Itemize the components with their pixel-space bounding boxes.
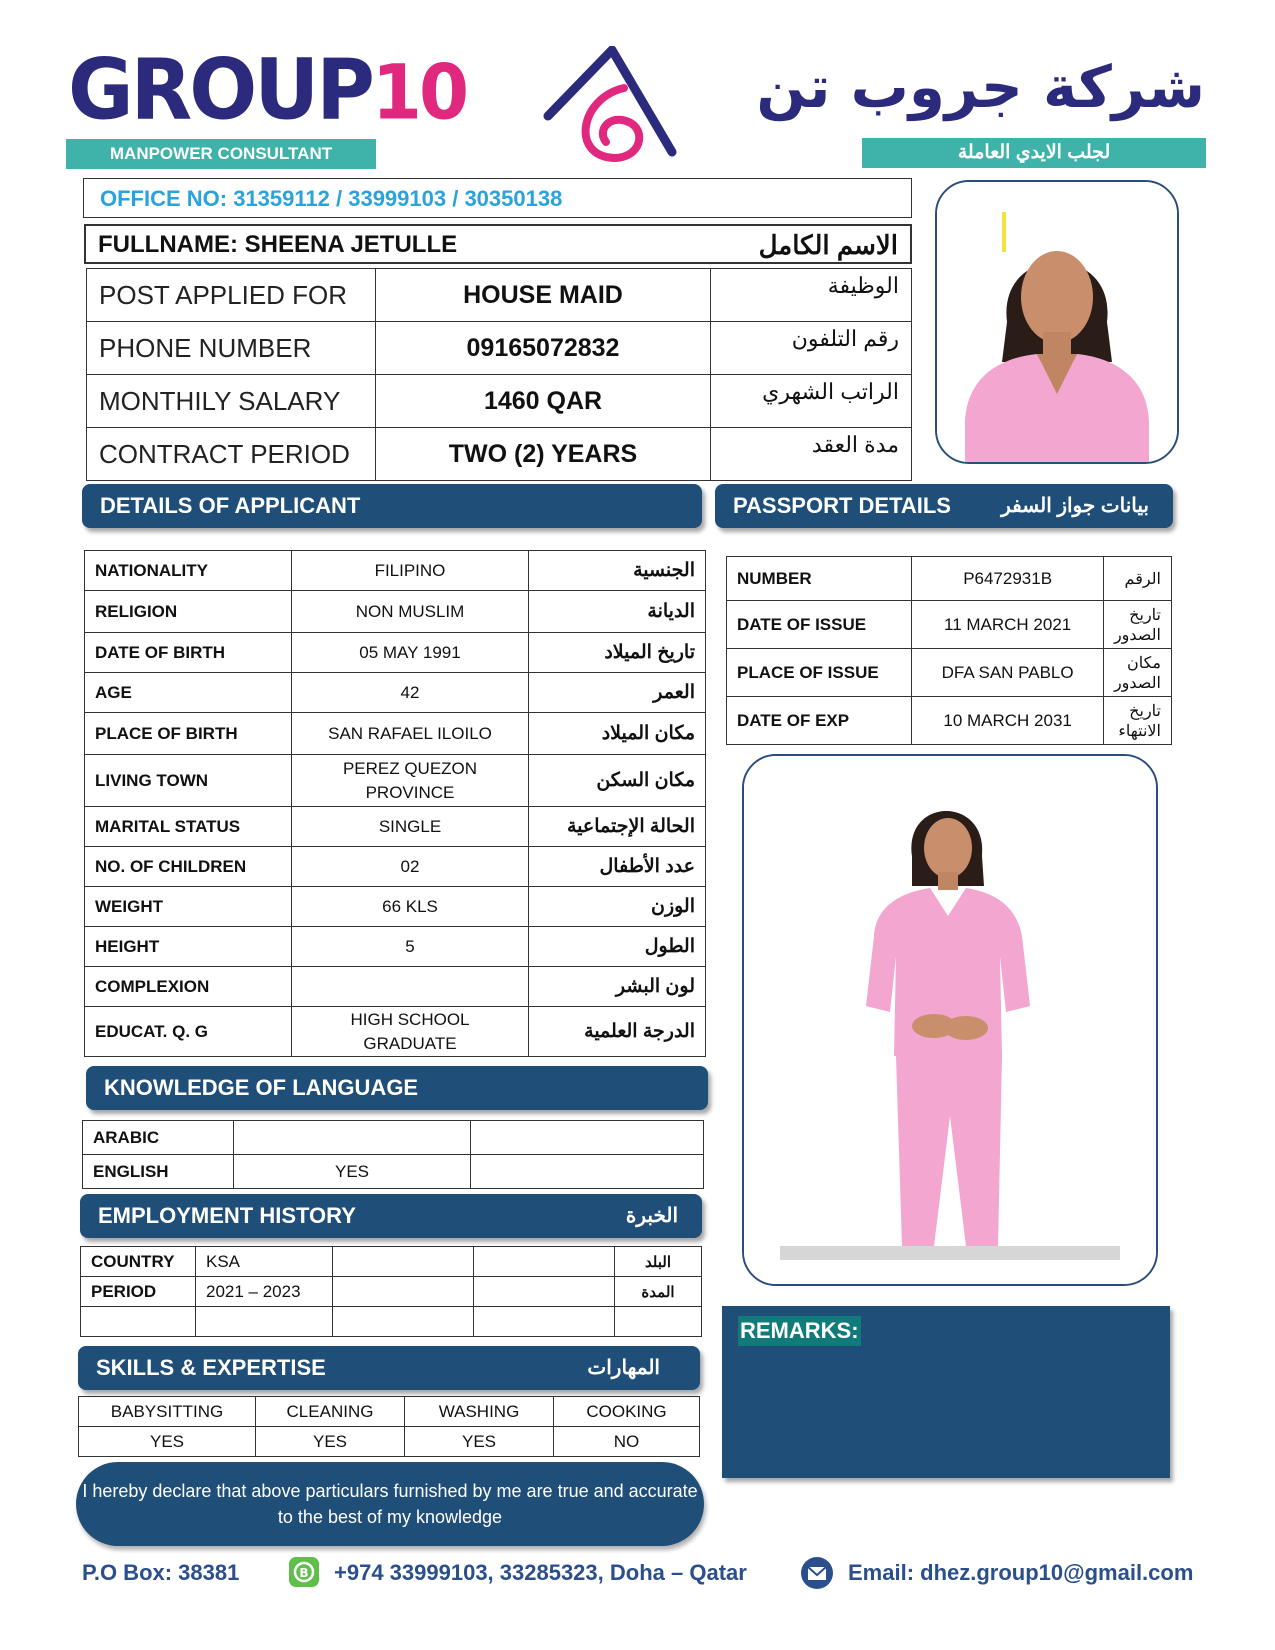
row-value: KSA bbox=[196, 1247, 333, 1277]
table-row bbox=[87, 375, 912, 428]
skill-value: NO bbox=[554, 1427, 700, 1457]
row-label-ar: مكان الميلاد bbox=[529, 713, 706, 755]
table-row bbox=[85, 847, 706, 887]
skill-name: WASHING bbox=[405, 1397, 554, 1427]
table-row bbox=[79, 1427, 700, 1457]
table-row bbox=[85, 887, 706, 927]
fullname-row bbox=[84, 224, 912, 264]
row-label: HEIGHT bbox=[85, 927, 292, 967]
row-value: HOUSE MAID bbox=[376, 269, 711, 322]
row-value bbox=[234, 1121, 471, 1155]
footer-phone: +974 33999103, 33285323, Doha – Qatar bbox=[334, 1560, 747, 1585]
row-label-ar: المدة bbox=[615, 1277, 702, 1307]
table-row bbox=[85, 551, 706, 591]
skills-banner: SKILLS & EXPERTISE المهارات bbox=[78, 1346, 700, 1390]
row-label-ar: الرقم bbox=[1103, 557, 1171, 601]
applicant-details-table bbox=[84, 550, 706, 1057]
row-label: EDUCAT. Q. G bbox=[85, 1007, 292, 1057]
row-label: MONTHILY SALARY bbox=[87, 375, 376, 428]
table-row bbox=[727, 697, 1172, 745]
row-label-ar: الطول bbox=[529, 927, 706, 967]
row-value: SAN RAFAEL ILOILO bbox=[292, 713, 529, 755]
row-label-ar: تاريخ الانتهاء bbox=[1103, 697, 1171, 745]
row-value: HIGH SCHOOL GRADUATE bbox=[292, 1007, 529, 1057]
table-row bbox=[85, 927, 706, 967]
row-value: SINGLE bbox=[292, 807, 529, 847]
row-value: 11 MARCH 2021 bbox=[912, 601, 1104, 649]
row-label-ar: مدة العقد bbox=[711, 428, 912, 481]
logo-subtitle: MANPOWER CONSULTANT bbox=[66, 139, 376, 169]
remarks-box bbox=[722, 1306, 1170, 1478]
row-value: 66 KLS bbox=[292, 887, 529, 927]
employment-banner: EMPLOYMENT HISTORY الخبرة bbox=[80, 1194, 702, 1238]
row-value: 02 bbox=[292, 847, 529, 887]
row-label: WEIGHT bbox=[85, 887, 292, 927]
table-row bbox=[85, 1007, 706, 1057]
skill-name: CLEANING bbox=[256, 1397, 405, 1427]
applicant-full-photo bbox=[742, 754, 1158, 1286]
table-row bbox=[81, 1307, 702, 1337]
table-row bbox=[85, 633, 706, 673]
skill-value: YES bbox=[405, 1427, 554, 1457]
arabic-logo-subtitle: لجلب الايدي العاملة bbox=[862, 138, 1206, 168]
email-icon bbox=[800, 1556, 834, 1590]
row-value: 42 bbox=[292, 673, 529, 713]
table-row bbox=[727, 557, 1172, 601]
table-row bbox=[85, 591, 706, 633]
row-value: TWO (2) YEARS bbox=[376, 428, 711, 481]
details-banner: DETAILS OF APPLICANT bbox=[82, 484, 702, 528]
row-value: 2021 – 2023 bbox=[196, 1277, 333, 1307]
row-label-ar: البلد bbox=[615, 1247, 702, 1277]
table-row bbox=[83, 1155, 704, 1189]
row-label: CONTRACT PERIOD bbox=[87, 428, 376, 481]
table-row bbox=[87, 269, 912, 322]
row-value: FILIPINO bbox=[292, 551, 529, 591]
svg-text:B: B bbox=[299, 1566, 309, 1580]
table-row bbox=[81, 1277, 702, 1307]
row-label: RELIGION bbox=[85, 591, 292, 633]
row-value: 05 MAY 1991 bbox=[292, 633, 529, 673]
row-label-ar: مكان الصدور bbox=[1103, 649, 1171, 697]
row-label: PERIOD bbox=[81, 1277, 196, 1307]
row-label: NUMBER bbox=[727, 557, 912, 601]
footer-pobox: P.O Box: 38381 bbox=[82, 1560, 240, 1585]
skill-name: COOKING bbox=[554, 1397, 700, 1427]
row-label: LIVING TOWN bbox=[85, 755, 292, 807]
table-row bbox=[85, 713, 706, 755]
table-row bbox=[85, 807, 706, 847]
table-row bbox=[87, 428, 912, 481]
table-row bbox=[81, 1247, 702, 1277]
remarks-label: REMARKS: bbox=[738, 1316, 861, 1346]
fullname-label: FULLNAME: bbox=[98, 231, 238, 258]
row-label: DATE OF BIRTH bbox=[85, 633, 292, 673]
row-value: P6472931B bbox=[912, 557, 1104, 601]
row-label-ar: عدد الأطفال bbox=[529, 847, 706, 887]
row-label: PLACE OF ISSUE bbox=[727, 649, 912, 697]
fullname-value: SHEENA JETULLE bbox=[244, 231, 458, 258]
job-summary-table bbox=[86, 268, 912, 481]
skills-table bbox=[78, 1396, 700, 1457]
row-label-ar: الديانة bbox=[529, 591, 706, 633]
row-label: AGE bbox=[85, 673, 292, 713]
company-emblem-icon bbox=[540, 46, 680, 166]
table-row bbox=[79, 1397, 700, 1427]
row-value: DFA SAN PABLO bbox=[912, 649, 1104, 697]
applicant-portrait-photo bbox=[935, 180, 1179, 464]
footer-email: Email: dhez.group10@gmail.com bbox=[848, 1560, 1194, 1585]
row-label-ar: الوظيفة bbox=[711, 269, 912, 322]
row-label-ar: الراتب الشهري bbox=[711, 375, 912, 428]
language-table bbox=[82, 1120, 704, 1189]
skill-value: YES bbox=[256, 1427, 405, 1457]
row-label: DATE OF EXP bbox=[727, 697, 912, 745]
table-row bbox=[85, 755, 706, 807]
row-label-ar: مكان السكن bbox=[529, 755, 706, 807]
row-label-ar: الجنسية bbox=[529, 551, 706, 591]
table-row bbox=[727, 649, 1172, 697]
table-row bbox=[87, 322, 912, 375]
row-value: 5 bbox=[292, 927, 529, 967]
row-label-ar: تاريخ الميلاد bbox=[529, 633, 706, 673]
row-label: COUNTRY bbox=[81, 1247, 196, 1277]
whatsapp-icon bbox=[288, 1556, 320, 1588]
office-numbers: OFFICE NO: 31359112 / 33999103 / 30350138 bbox=[83, 178, 912, 218]
row-label: MARITAL STATUS bbox=[85, 807, 292, 847]
table-row bbox=[727, 601, 1172, 649]
row-label-ar: الدرجة العلمية bbox=[529, 1007, 706, 1057]
row-label-ar: تاريخ الصدور bbox=[1103, 601, 1171, 649]
row-label-ar: لون البشر bbox=[529, 967, 706, 1007]
row-value bbox=[292, 967, 529, 1007]
row-value: 1460 QAR bbox=[376, 375, 711, 428]
passport-banner: PASSPORT DETAILS بيانات جواز السفر bbox=[715, 484, 1173, 528]
row-label-ar: العمر bbox=[529, 673, 706, 713]
arabic-logo: شركة جروب تن bbox=[756, 53, 1205, 121]
row-label: NATIONALITY bbox=[85, 551, 292, 591]
row-value: PEREZ QUEZON PROVINCE bbox=[292, 755, 529, 807]
skill-name: BABYSITTING bbox=[79, 1397, 256, 1427]
language-banner: KNOWLEDGE OF LANGUAGE bbox=[86, 1066, 708, 1110]
row-label: NO. OF CHILDREN bbox=[85, 847, 292, 887]
group10-logo: GROUP10 bbox=[68, 40, 467, 139]
row-label-ar: الحالة الإجتماعية bbox=[529, 807, 706, 847]
row-value: YES bbox=[234, 1155, 471, 1189]
employment-table bbox=[80, 1246, 702, 1337]
row-value: 09165072832 bbox=[376, 322, 711, 375]
row-label: DATE OF ISSUE bbox=[727, 601, 912, 649]
row-label: ARABIC bbox=[83, 1121, 234, 1155]
row-label: PLACE OF BIRTH bbox=[85, 713, 292, 755]
row-label: ENGLISH bbox=[83, 1155, 234, 1189]
declaration: I hereby declare that above particulars furnished by me are true and accurate to the best of my knowledge bbox=[76, 1462, 704, 1546]
table-row bbox=[85, 673, 706, 713]
skill-value: YES bbox=[79, 1427, 256, 1457]
passport-table bbox=[726, 556, 1172, 745]
row-label: POST APPLIED FOR bbox=[87, 269, 376, 322]
row-label: COMPLEXION bbox=[85, 967, 292, 1007]
row-label-ar: الوزن bbox=[529, 887, 706, 927]
row-value: 10 MARCH 2031 bbox=[912, 697, 1104, 745]
fullname-label-ar: الاسم الكامل bbox=[758, 230, 898, 260]
row-label: PHONE NUMBER bbox=[87, 322, 376, 375]
table-row bbox=[83, 1121, 704, 1155]
row-label-ar: رقم التلفون bbox=[711, 322, 912, 375]
table-row bbox=[85, 967, 706, 1007]
row-value: NON MUSLIM bbox=[292, 591, 529, 633]
